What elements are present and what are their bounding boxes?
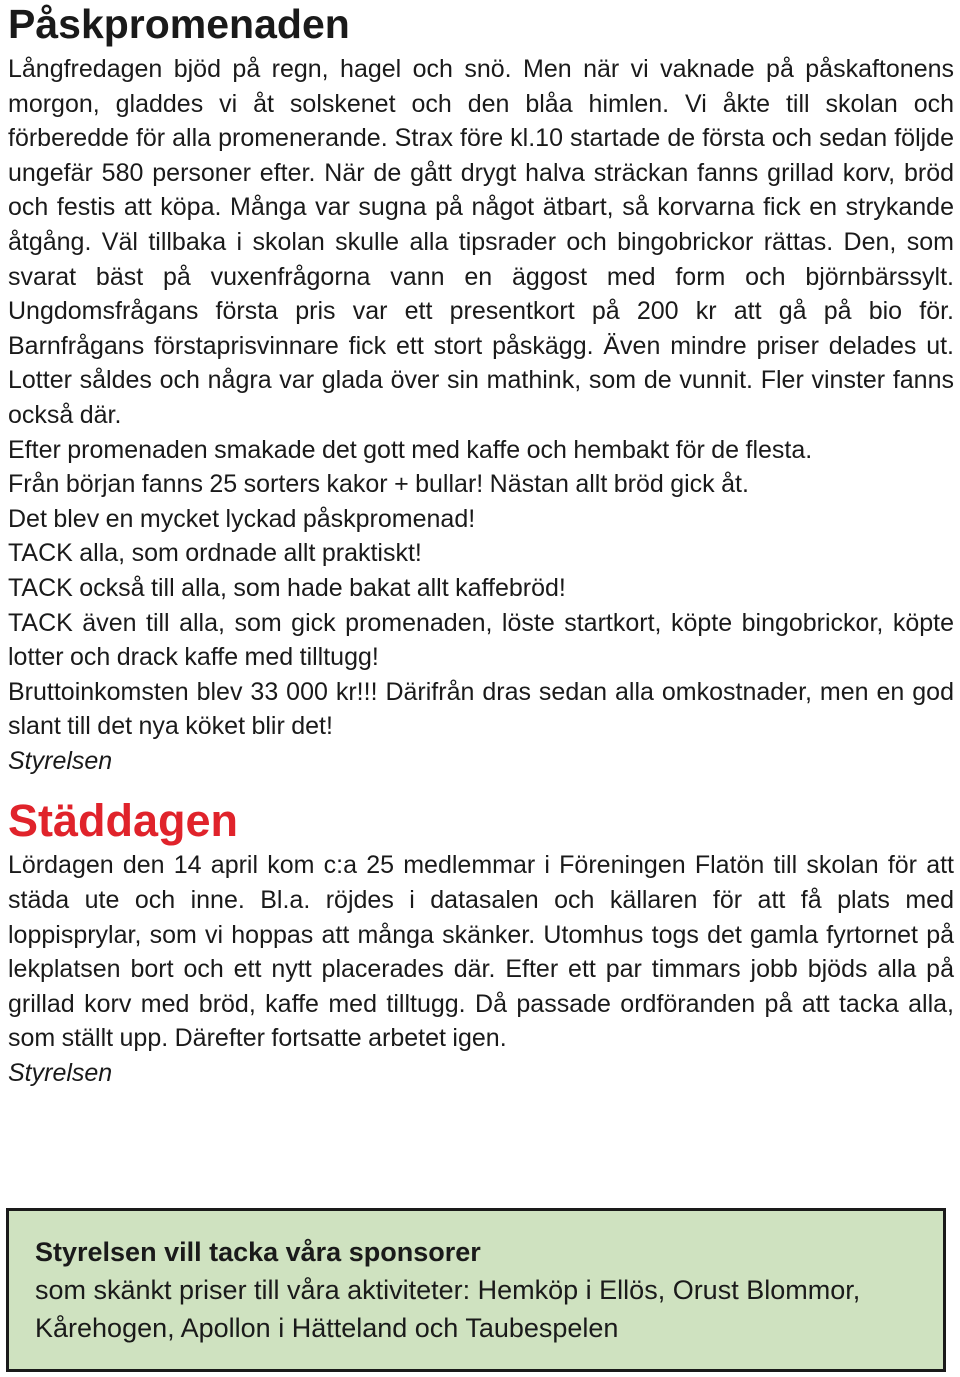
article-body-paskpromenaden — [8, 52, 954, 744]
article-body-staddagen — [8, 848, 954, 1056]
article-title-staddagen: Städdagen — [8, 795, 239, 847]
article-line: TACK också till alla, som hade bakat allt kaffebröd! — [8, 573, 566, 602]
article-line: Det blev en mycket lyckad påskpromenad! — [8, 504, 476, 533]
article-line: Bruttoinkomsten blev 33 000 kr!!! Därifrån dras sedan alla omkostnader, men en god slant till det nya köket blir det! — [8, 677, 954, 741]
sponsor-title: Styrelsen vill tacka våra sponsorer — [35, 1237, 481, 1267]
article-line: Från början fanns 25 sorters kakor + bullar! Nästan allt bröd gick åt. — [8, 470, 749, 499]
article-paragraph: Långfredagen bjöd på regn, hagel och snö. Men när vi vaknade på påskaftonens morgon, gladdes vi åt solskenet och den blåa himlen. Vi åkte till skolan och förberedde för alla promenerande. Strax före kl.10 startade de första och sedan följde ungefär 580 personer efter. När de gått drygt halva sträckan fanns grillad korv, bröd och festis att köpa. Många var sugna på något ätbart, så korvarna fick en strykande åtgång. Väl tillbaka i skolan skulle alla tipsrader och bingobrickor rättas. Den, som svarat bäst på vuxenfrågorna vann en äggost med form och björnbärssylt. Ungdomsfrågans första pris var ett presentkort på 200 kr att gå på bio för. Barnfrågans förstaprisvinnare fick ett stort påskägg. Även mindre priser delades ut. Lotter såldes och några var glada över sin mathink, som de vunnit. Fler vinster fanns också där. — [8, 55, 954, 429]
page — [8, 0, 954, 1091]
article-signature: Styrelsen — [8, 746, 113, 775]
article-line: TACK även till alla, som gick promenaden, löste startkort, köpte bingobrickor, köpte lotter och drack kaffe med tilltugg! — [8, 608, 954, 672]
sponsor-text: som skänkt priser till våra aktiviteter: Hemköp i Ellös, Orust Blommor, Kårehogen, Apollon i Hätteland och Taubespelen — [35, 1275, 861, 1343]
article-line: Efter promenaden smakade det gott med kaffe och hembakt för de flesta. — [8, 435, 813, 464]
article-signature: Styrelsen — [8, 1059, 113, 1088]
article-paragraph: Lördagen den 14 april kom c:a 25 medlemmar i Föreningen Flatön till skolan för att städa ute och inne. Bl.a. röjdes i datasalen och källaren för att få plats med loppisprylar, som vi hoppas att många skänker. Utomhus togs det gamla fyrtornet på lekplatsen bort och ett nytt placerades där. Efter ett par timmars jobb bjöds alla på grillad korv med bröd, kaffe med tilltugg. Då passade ordföranden på att tacka alla, som ställt upp. Därefter fortsatte arbetet igen. — [8, 851, 954, 1053]
sponsor-box — [6, 1208, 946, 1372]
article-title-paskpromenaden: Påskpromenaden — [8, 1, 350, 47]
article-line: TACK alla, som ordnade allt praktiskt! — [8, 539, 422, 568]
